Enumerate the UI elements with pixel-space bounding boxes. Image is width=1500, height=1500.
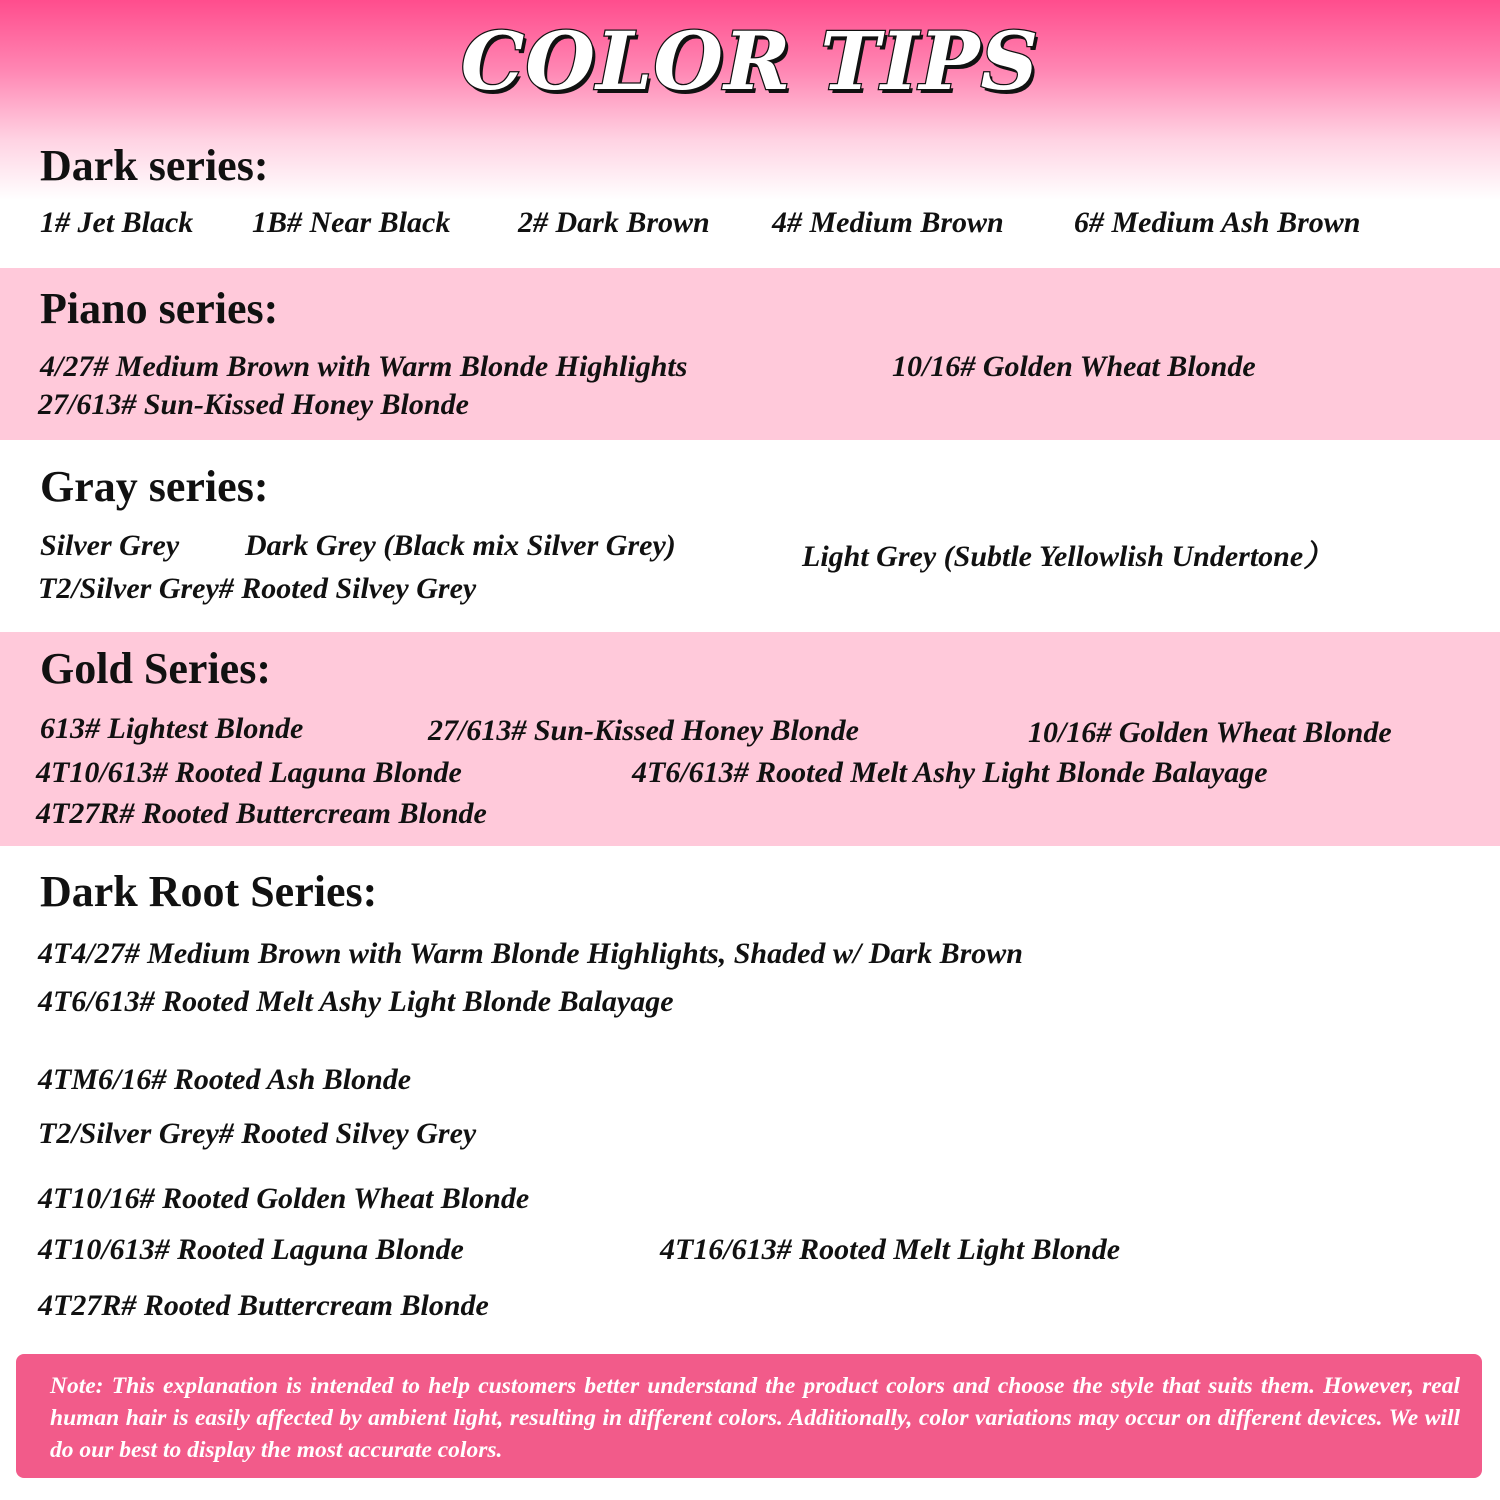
gold-item: 613# Lightest Blonde [40,712,304,745]
root-item: 4T10/16# Rooted Golden Wheat Blonde [38,1182,530,1215]
gray-item: Light Grey (Subtle Yellowlish Undertone） [802,540,1334,573]
gold-series-heading: Gold Series: [40,644,271,693]
gray-series-heading: Gray series: [40,462,269,511]
note-text: Note: This explanation is intended to help customers better understand the product colors and choose the style that suits them. However, real human hair is easily affected by ambient light, resulting in different colors. Additionally, color variations may occur on different devices. We will do our best to display the most accurate colors. [50,1373,1460,1463]
root-item: 4T10/613# Rooted Laguna Blonde [38,1233,464,1266]
dark-item: 1B# Near Black [252,206,451,239]
dark-item: 2# Dark Brown [518,206,710,239]
dark-item: 4# Medium Brown [772,206,1004,239]
gold-item: 4T27R# Rooted Buttercream Blonde [36,797,487,830]
piano-item: 4/27# Medium Brown with Warm Blonde Highlights [40,350,688,383]
piano-series-heading: Piano series: [40,284,279,333]
root-item: 4T27R# Rooted Buttercream Blonde [38,1289,489,1322]
root-item: T2/Silver Grey# Rooted Silvey Grey [38,1117,477,1150]
dark-item: 1# Jet Black [40,206,194,239]
dark-series-heading: Dark series: [40,141,269,190]
gold-item: 27/613# Sun-Kissed Honey Blonde [428,714,859,747]
piano-item: 27/613# Sun-Kissed Honey Blonde [38,388,469,421]
gold-item: 10/16# Golden Wheat Blonde [1028,716,1392,749]
dark-item: 6# Medium Ash Brown [1074,206,1361,239]
gold-item: 4T6/613# Rooted Melt Ashy Light Blonde Balayage [632,756,1268,789]
root-item: 4T16/613# Rooted Melt Light Blonde [660,1233,1121,1266]
root-item: 4T6/613# Rooted Melt Ashy Light Blonde Balayage [38,985,674,1018]
piano-item: 10/16# Golden Wheat Blonde [892,350,1256,383]
gray-item: Dark Grey (Black mix Silver Grey) [245,529,676,562]
gray-item: T2/Silver Grey# Rooted Silvey Grey [38,572,477,605]
root-item: 4TM6/16# Rooted Ash Blonde [38,1063,412,1096]
dark-root-series-heading: Dark Root Series: [40,867,378,916]
gray-item: Silver Grey [40,529,180,562]
root-item: 4T4/27# Medium Brown with Warm Blonde Highlights, Shaded w/ Dark Brown [38,937,1023,970]
page-title: COLOR TIPS [460,14,1040,108]
gold-item: 4T10/613# Rooted Laguna Blonde [36,756,462,789]
